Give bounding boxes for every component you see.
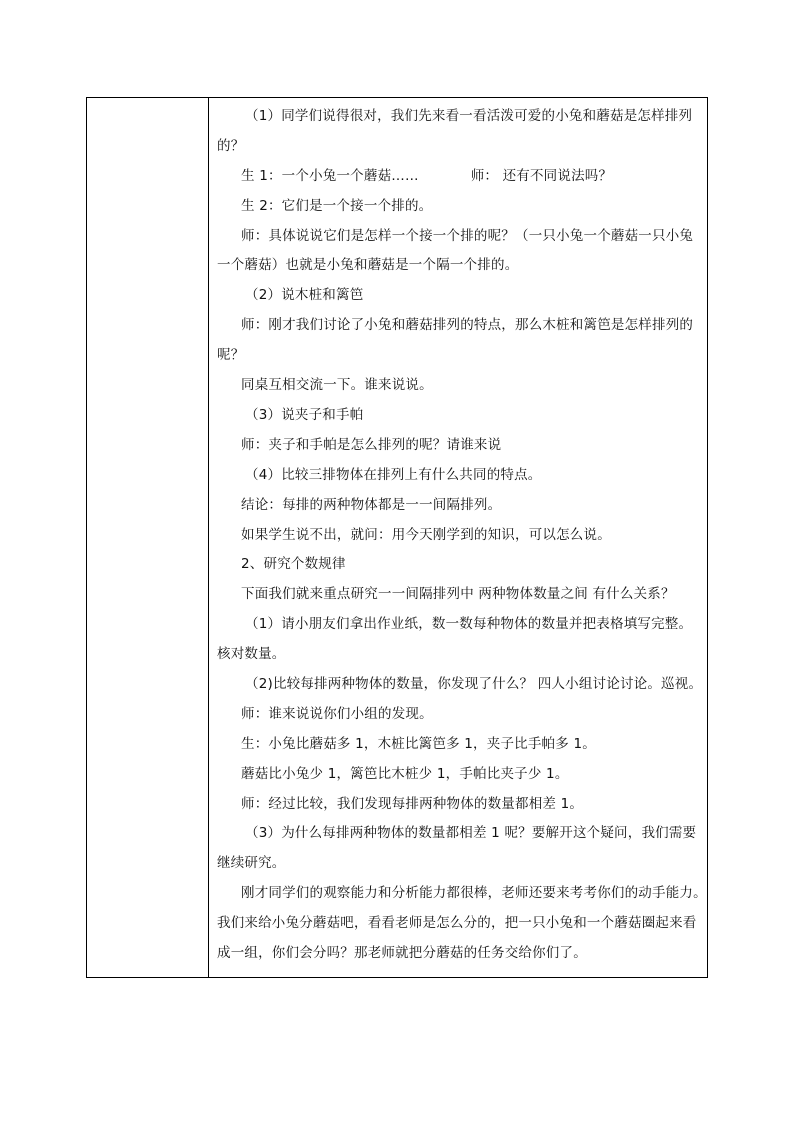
text-line: （1）同学们说得很对，我们先来看一看活泼可爱的小兔和蘑菇是怎样排列 xyxy=(245,108,693,124)
text-line: 生：小兔比蘑菇多 1，木桩比篱笆多 1，夹子比手帕多 1。 xyxy=(241,736,596,752)
text-line: （3）为什么每排两种物体的数量都相差 1 呢？要解开这个疑问，我们需要 xyxy=(245,825,697,841)
text-line: 师：谁来说说你们小组的发现。 xyxy=(241,706,433,722)
text-line: 师：夹子和手帕是怎么排列的呢？请谁来说 xyxy=(241,437,502,453)
text-line: （1）请小朋友们拿出作业纸，数一数每种物体的数量并把表格填写完整。 xyxy=(245,616,693,632)
text-line: 刚才同学们的观察能力和分析能力都很棒，老师还要来考考你们的动手能力。 xyxy=(241,885,707,901)
lesson-content-cell xyxy=(209,98,707,977)
text-line: 师：具体说说它们是怎样一个接一个排的呢？（一只小兔一个蘑菇一只小兔 xyxy=(241,228,694,244)
teacher-question: 师： 还有不同说法吗？ xyxy=(470,168,613,184)
student-answer: 生 1：一个小兔一个蘑菇…… xyxy=(241,168,419,184)
text-line: 下面我们就来重点研究一一间隔排列中 两种物体数量之间 有什么关系？ xyxy=(241,586,675,602)
text-line: 一个蘑菇）也就是小兔和蘑菇是一个隔一个排的。 xyxy=(217,257,519,273)
text-line: 生 2：它们是一个接一个排的。 xyxy=(241,198,433,214)
text-line: 结论：每排的两种物体都是一一间隔排列。 xyxy=(241,497,502,513)
section-heading: （2）说木桩和篱笆 xyxy=(245,287,364,303)
section-heading: （4）比较三排物体在排列上有什么共同的特点。 xyxy=(245,467,542,483)
text-line-overflow: 成一组，你们会分吗？那老师就把分蘑菇的任务交给你们了。 xyxy=(217,945,587,961)
left-column-cell xyxy=(87,98,208,977)
text-line: 如果学生说不出，就问：用今天刚学到的知识，可以怎么说。 xyxy=(241,527,611,543)
text-line: 呢？ xyxy=(217,347,245,363)
section-heading: （3）说夹子和手帕 xyxy=(245,407,364,423)
text-line: 核对数量。 xyxy=(217,646,286,662)
text-line-with-reply xyxy=(241,166,612,186)
text-line: 同桌互相交流一下。谁来说说。 xyxy=(241,377,433,393)
text-line: 蘑菇比小兔少 1，篱笆比木桩少 1，手帕比夹子少 1。 xyxy=(241,766,569,782)
text-line: （2)比较每排两种物体的数量，你发现了什么？ 四人小组讨论讨论。巡视。 xyxy=(245,676,703,692)
lesson-table xyxy=(86,97,708,978)
text-line: 师：刚才我们讨论了小兔和蘑菇排列的特点，那么木桩和篱笆是怎样排列的 xyxy=(241,317,694,333)
text-line: 的？ xyxy=(217,138,245,154)
text-line: 继续研究。 xyxy=(217,855,286,871)
text-line: 师：经过比较，我们发现每排两种物体的数量都相差 1。 xyxy=(241,796,584,812)
section-heading: 2、研究个数规律 xyxy=(241,556,346,572)
text-line: 我们来给小兔分蘑菇吧，看看老师是怎么分的，把一只小兔和一个蘑菇圈起来看 xyxy=(217,915,697,931)
